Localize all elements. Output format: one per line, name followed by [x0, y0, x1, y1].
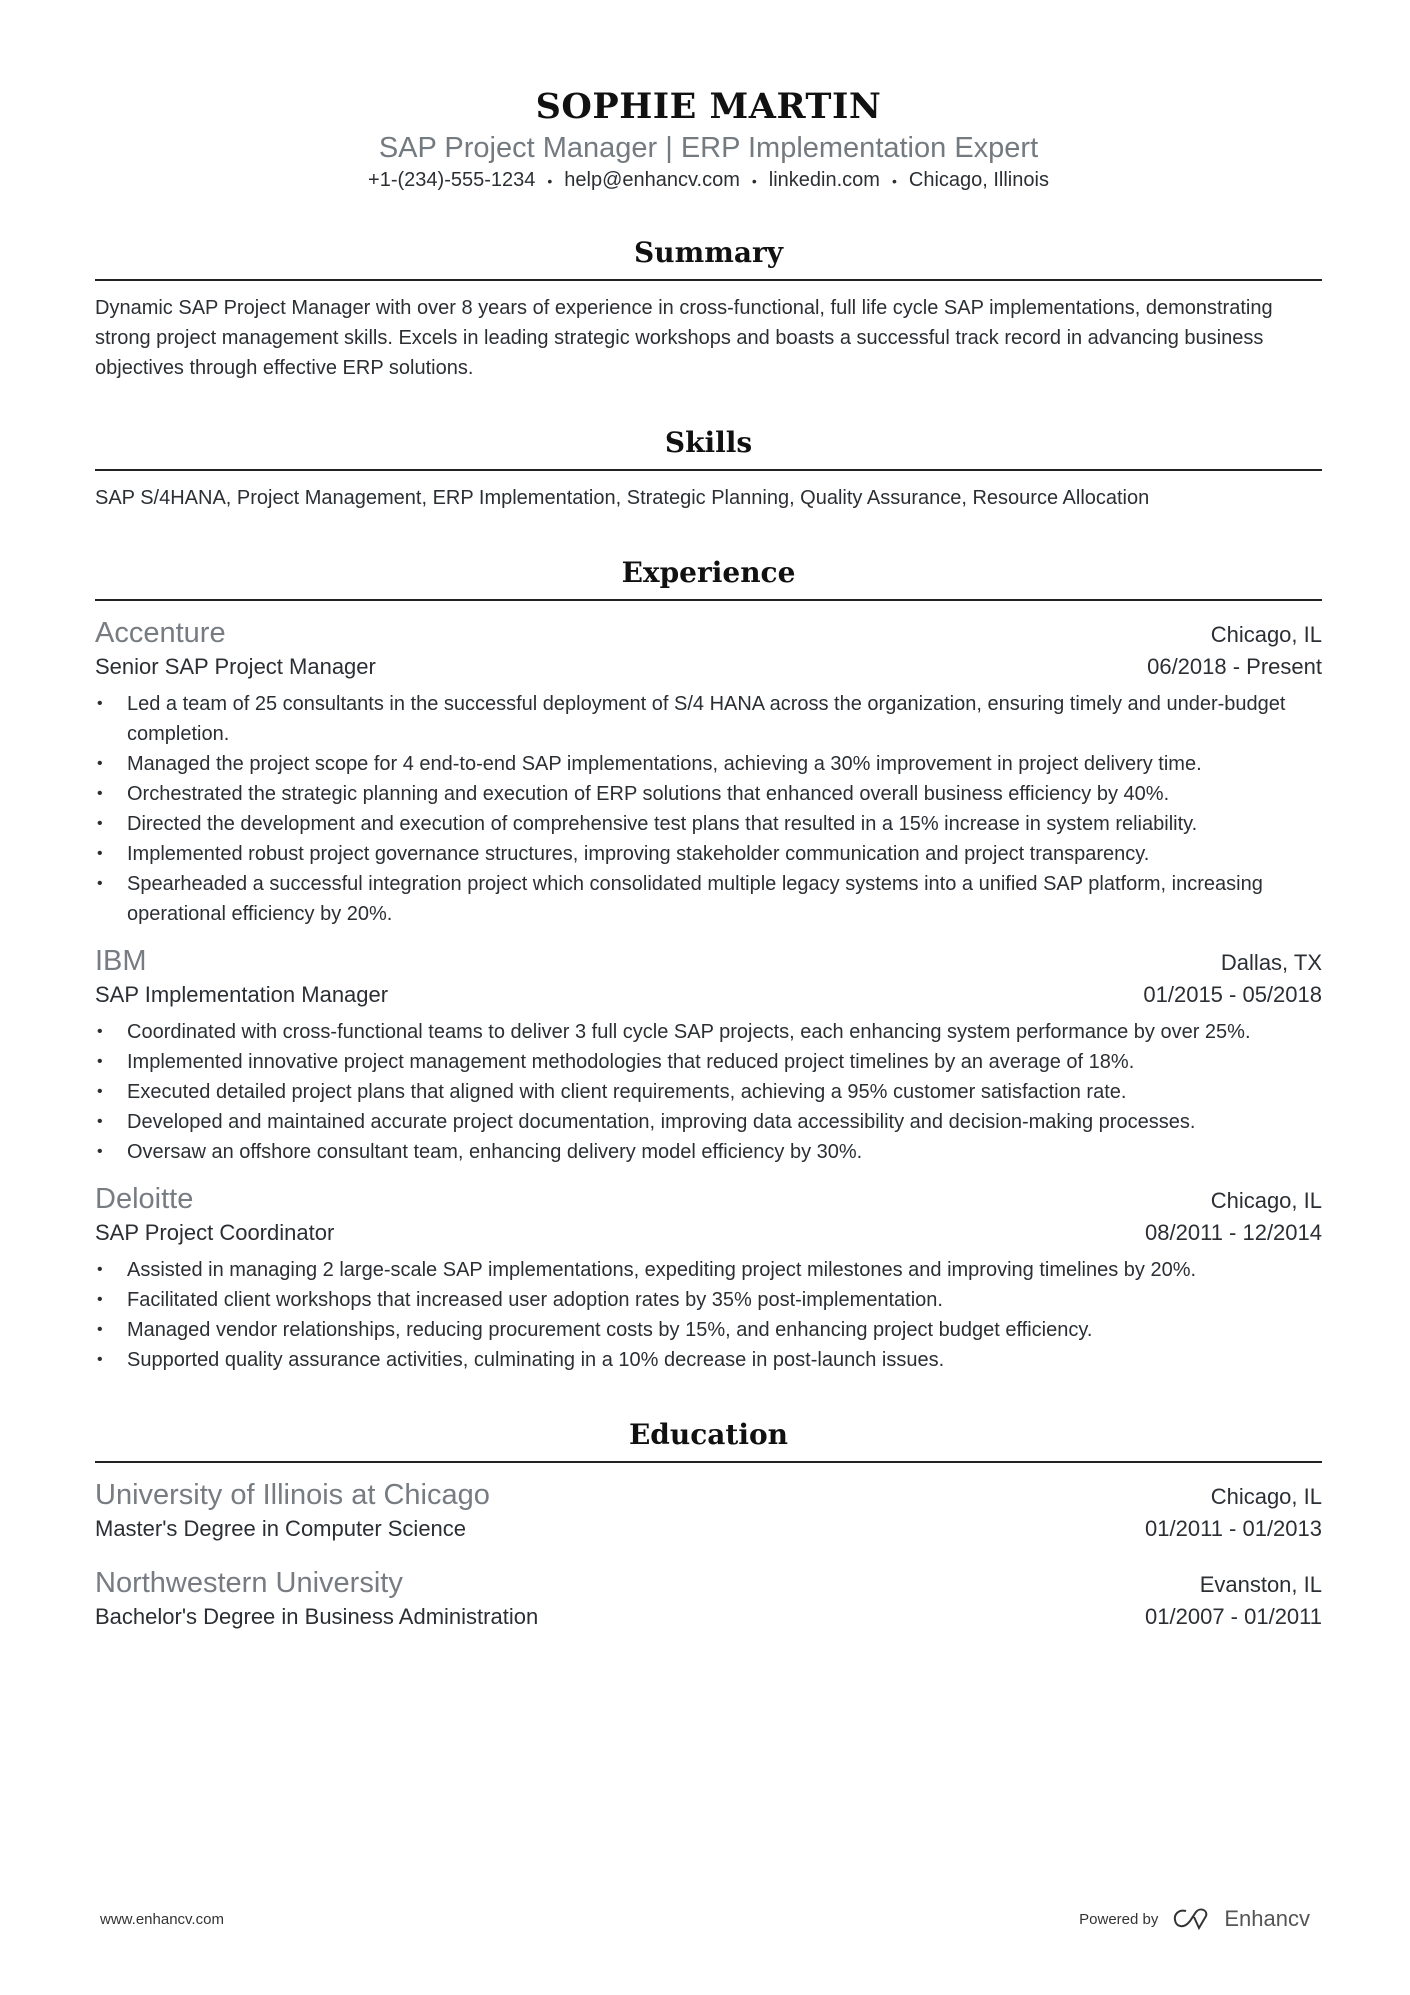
separator: • [751, 172, 757, 189]
education-header [95, 1565, 1322, 1601]
bullet-item: • Orchestrated the strategic planning and execution of ERP solutions that enhanced overall business efficiency by 40%. [95, 779, 1322, 809]
job-entry [95, 615, 1322, 929]
bullet-item: • Managed the project scope for 4 end-to-end SAP implementations, achieving a 30% improvement in project delivery time. [95, 749, 1322, 779]
company-name: Deloitte [95, 1182, 194, 1215]
job-location: Chicago, IL [1210, 1187, 1322, 1213]
experience-list [95, 615, 1322, 1375]
separator: • [891, 172, 897, 189]
job-subheader [95, 979, 1322, 1011]
education-heading: Education [95, 1417, 1322, 1463]
bullet-item: • Executed detailed project plans that aligned with client requirements, achieving a 95% customer satisfaction rate. [95, 1077, 1322, 1107]
job-bullets [95, 1255, 1322, 1375]
education-entry [95, 1565, 1322, 1633]
powered-by-label: Powered by [1079, 1910, 1159, 1928]
resume [95, 0, 1322, 1633]
brand-name: Enhancv [1224, 1906, 1310, 1931]
job-header [95, 1181, 1322, 1217]
school-name: University of Illinois at Chicago [95, 1478, 490, 1511]
job-dates: 06/2018 - Present [1147, 653, 1322, 679]
bullet-item: • Supported quality assurance activities, culminating in a 10% decrease in post-launch issues. [95, 1345, 1322, 1375]
job-location: Chicago, IL [1210, 621, 1322, 647]
candidate-name: SOPHIE MARTIN [535, 86, 882, 127]
bullet-item: • Assisted in managing 2 large-scale SAP implementations, expediting project milestones and improving timelines by 20%. [95, 1255, 1322, 1285]
job-bullets [95, 689, 1322, 929]
job-dates: 01/2015 - 05/2018 [1143, 981, 1322, 1007]
education-subheader [95, 1601, 1322, 1633]
school-location: Chicago, IL [1210, 1483, 1322, 1509]
job-title: SAP Project Coordinator [95, 1219, 335, 1245]
education-list [95, 1477, 1322, 1633]
website-link[interactable]: www.enhancv.com [100, 1910, 224, 1928]
job-header [95, 615, 1322, 651]
job-location: Dallas, TX [1220, 949, 1322, 975]
bullet-item: • Spearheaded a successful integration project which consolidated multiple legacy systems into a unified SAP platform, increasing operational efficiency by 20%. [95, 869, 1322, 929]
job-subheader [95, 651, 1322, 683]
skills-text: SAP S/4HANA, Project Management, ERP Implementation, Strategic Planning, Quality Assurance, Resource Allocation [95, 486, 1150, 509]
job-entry [95, 1181, 1322, 1375]
bullet-item: • Coordinated with cross-functional teams to deliver 3 full cycle SAP projects, each enhancing system performance by over 25%. [95, 1017, 1322, 1047]
footer [100, 1906, 1310, 1932]
job-bullets [95, 1017, 1322, 1167]
education-dates: 01/2007 - 01/2011 [1145, 1603, 1322, 1629]
job-entry [95, 943, 1322, 1167]
job-title: Senior SAP Project Manager [95, 653, 376, 679]
summary-heading: Summary [95, 235, 1322, 281]
education-dates: 01/2011 - 01/2013 [1145, 1515, 1322, 1541]
summary-text: Dynamic SAP Project Manager with over 8 years of experience in cross-functional, full life cycle SAP implementations, demonstrating strong project management skills. Excels in leading strategic workshops and boasts a successful track record in advancing business objectives through effective ERP solutions. [95, 296, 1273, 379]
degree: Master's Degree in Computer Science [95, 1515, 467, 1541]
candidate-title: SAP Project Manager | ERP Implementation Expert [378, 132, 1039, 164]
job-subheader [95, 1217, 1322, 1249]
powered-by [1079, 1906, 1310, 1932]
bullet-item: • Managed vendor relationships, reducing procurement costs by 15%, and enhancing project budget efficiency. [95, 1315, 1322, 1345]
bullet-item: • Implemented robust project governance structures, improving stakeholder communication and project transparency. [95, 839, 1322, 869]
separator: • [547, 172, 553, 189]
company-name: Accenture [95, 616, 226, 649]
email-link[interactable]: help@enhancv.com [564, 169, 740, 191]
company-name: IBM [95, 944, 147, 977]
school-name: Northwestern University [95, 1566, 403, 1599]
bullet-item: • Facilitated client workshops that increased user adoption rates by 35% post-implementation. [95, 1285, 1322, 1315]
bullet-item: • Directed the development and execution of comprehensive test plans that resulted in a 15% increase in system reliability. [95, 809, 1322, 839]
experience-heading: Experience [95, 555, 1322, 601]
contact-line [95, 166, 1322, 195]
degree: Bachelor's Degree in Business Administration [95, 1603, 539, 1629]
education-header [95, 1477, 1322, 1513]
job-title: SAP Implementation Manager [95, 981, 389, 1007]
job-header [95, 943, 1322, 979]
education-entry [95, 1477, 1322, 1545]
enhancv-logo-icon [1172, 1907, 1210, 1931]
bullet-item: • Led a team of 25 consultants in the successful deployment of S/4 HANA across the organization, ensuring timely and under-budget completion. [95, 689, 1322, 749]
bullet-item: • Developed and maintained accurate project documentation, improving data accessibility and decision-making processes. [95, 1107, 1322, 1137]
linkedin-link[interactable]: linkedin.com [768, 169, 880, 191]
school-location: Evanston, IL [1199, 1571, 1322, 1597]
skills-heading: Skills [95, 425, 1322, 471]
education-subheader [95, 1513, 1322, 1545]
bullet-item: • Oversaw an offshore consultant team, enhancing delivery model efficiency by 30%. [95, 1137, 1322, 1167]
phone: +1-(234)-555-1234 [368, 169, 536, 191]
bullet-item: • Implemented innovative project management methodologies that reduced project timelines by an average of 18%. [95, 1047, 1322, 1077]
location: Chicago, Illinois [908, 169, 1049, 191]
job-dates: 08/2011 - 12/2014 [1145, 1219, 1322, 1245]
